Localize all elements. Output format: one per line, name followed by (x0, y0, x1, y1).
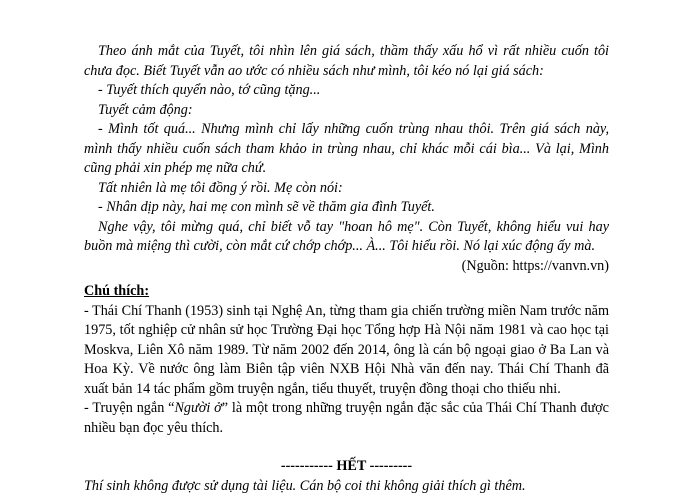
notes-section (84, 282, 609, 438)
story-paragraph: Theo ánh mắt của Tuyết, tôi nhìn lên giá sách, thầm thấy xấu hổ vì rất nhiều cuốn tôi chưa đọc. Biết Tuyết vẫn ao ước có nhiều sách như mình, tôi kéo nó lại giá sách: (84, 43, 609, 79)
story-paragraph: - Tuyết thích quyển nào, tớ cũng tặng... (98, 82, 321, 98)
work-note (84, 399, 609, 438)
end-marker: ----------- HẾT --------- (280, 458, 413, 474)
work-note-suffix: ” là một trong những truyện ngắn đặc sắc của Thái Chí Thanh được nhiều bạn đọc yêu thích. (84, 400, 609, 436)
story-paragraph: - Mình tốt quá... Nhưng mình chỉ lấy những cuốn trùng nhau thôi. Trên giá sách này, mình thấy nhiều cuốn sách tham khảo in trùng nhau, chỉ khác mỗi cái bìa... Và lại, Mình cũng phải xin phép mẹ nữa chứ. (84, 121, 609, 176)
work-note-prefix: - Truyện ngắn “ (84, 400, 175, 416)
author-note: - Thái Chí Thanh (1953) sinh tại Nghệ An, từng tham gia chiến trường miền Nam trước năm 1975, tốt nghiệp cử nhân sử học Trường Đại học Tổng hợp Hà Nội năm 1981 và cao học tại Moskva, Liên Xô năm 1989. Từ năm 2002 đến 2014, ông là cán bộ ngoại giao ở Ba Lan và Hoa Kỳ. Về nước ông làm Biên tập viên NXB Hội Nhà văn đến nay. Thái Chí Thanh đã xuất bản 14 tác phẩm gồm truyện ngắn, tiểu thuyết, truyện đồng thoại cho thiếu nhi. (84, 302, 609, 397)
source-citation: (Nguồn: https://vanvn.vn) (461, 257, 609, 274)
story-excerpt (84, 42, 609, 276)
story-paragraph: Tuyết cảm động: (98, 101, 193, 118)
exam-instruction: Thí sinh không được sử dụng tài liệu. Cán bộ coi thi không giải thích gì thêm. (84, 477, 526, 494)
exam-page (84, 42, 609, 496)
work-title: Người ở (174, 400, 222, 416)
notes-heading: Chú thích: (84, 283, 150, 299)
story-paragraph: - Nhân dịp này, hai mẹ con mình sẽ về thăm gia đình Tuyết. (98, 199, 435, 215)
story-paragraph: Nghe vậy, tôi mừng quá, chỉ biết vỗ tay "hoan hô mẹ". Còn Tuyết, không hiểu vui hay buồn mà miệng thì cười, còn mắt cứ chớp chớp... À... Tôi hiểu rồi. Nó lại xúc động ấy mà. (84, 218, 609, 254)
exam-footer (84, 457, 609, 496)
story-paragraph: Tất nhiên là mẹ tôi đồng ý rồi. Mẹ còn nói: (98, 179, 343, 196)
